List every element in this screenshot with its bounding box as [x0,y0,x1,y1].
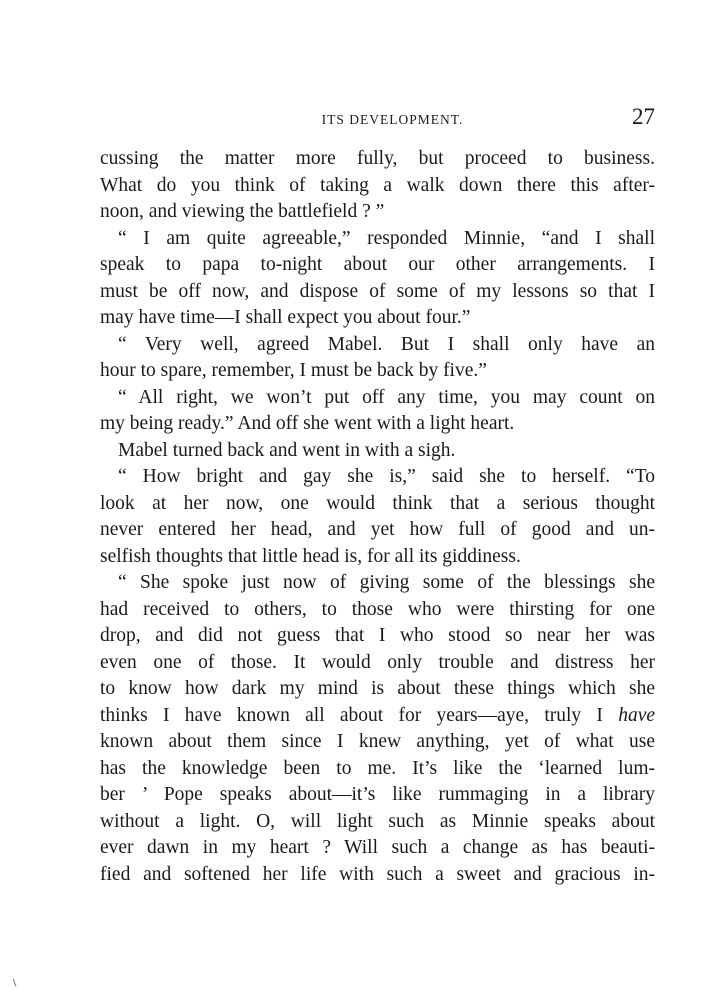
body-text [100,146,655,888]
paper-speck [13,977,20,986]
text-line: drop, and did not guess that I who stood so near her was [100,625,655,646]
text-line: “ All right, we won’t put off any time, you may count on [118,386,655,408]
text-line: must be off now, and dispose of some of my lessons so that I [100,280,655,302]
page-header [100,104,655,134]
text-line [100,703,655,730]
text-line: never entered her head, and yet how full of good and un- [100,519,655,540]
text-line: has the knowledge been to me. It’s like the ‘learned lum- [100,757,655,779]
text-line: even one of those. It would only trouble and distress her [100,651,655,673]
text-line: had received to others, to those who were thirsting for one [100,598,655,620]
text-line: may have time—I shall expect you about four.” [100,307,471,328]
text-line: selfish thoughts that little head is, for all its giddiness. [100,545,521,567]
text-line: noon, and viewing the battlefield ? ” [100,201,385,222]
text-line: Mabel turned back and went in with a sigh. [118,439,456,461]
text-line: fied and softened her life with such a sweet and gracious in- [100,863,655,885]
running-head: ITS DEVELOPMENT. [321,112,464,127]
text-line: “ How bright and gay she is,” said she to herself. “To [118,466,655,487]
text-line: “ She spoke just now of giving some of the blessings she [118,572,655,593]
text-line: cussing the matter more fully, but proceed to business. [100,148,655,169]
text-line-plain: thinks I have known all about for years—aye, truly I [100,704,619,726]
emphasis-text: have [618,704,655,726]
text-line: ever dawn in my heart ? Will such a change as has beauti- [100,837,655,858]
text-line: “ Very well, agreed Mabel. But I shall only have an [118,333,655,355]
text-line: to know how dark my mind is about these things which she [100,678,655,699]
page-number: 27 [632,104,655,129]
text-line: What do you think of taking a walk down there this after- [100,174,655,196]
text-line: ber ’ Pope speaks about—it’s like rummaging in a library [100,784,655,805]
text-line: my being ready.” And off she went with a light heart. [100,413,515,434]
text-line: speak to papa to-night about our other arrangements. I [100,254,655,275]
text-line: known about them since I knew anything, yet of what use [100,731,655,752]
text-line: “ I am quite agreeable,” responded Minnie, “and I shall [118,227,655,249]
text-line: hour to spare, remember, I must be back by five.” [100,360,487,381]
text-line: without a light. O, will light such as Minnie speaks about [100,810,655,832]
text-line: look at her now, one would think that a serious thought [100,492,655,514]
